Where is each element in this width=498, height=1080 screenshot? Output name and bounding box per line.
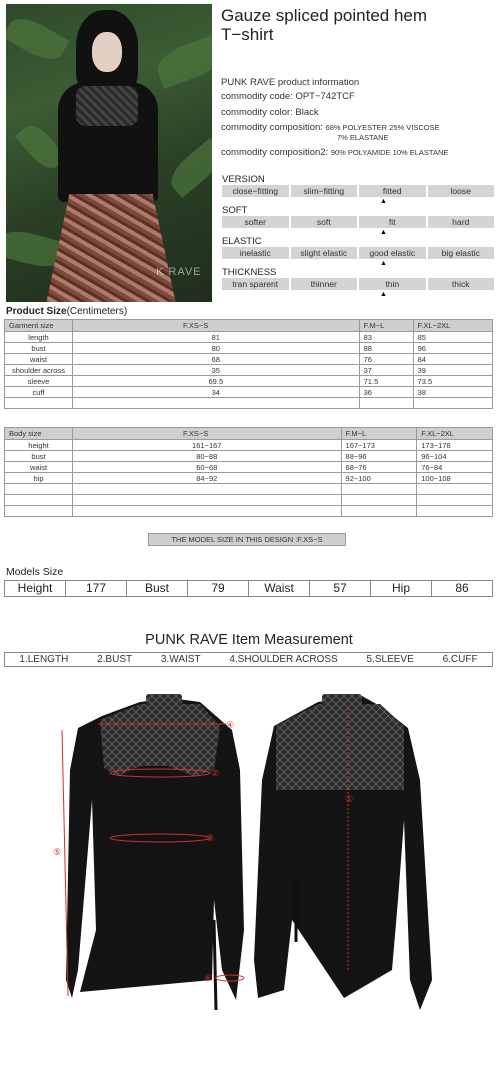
table-row: [5, 343, 493, 354]
measurement-item: 5.SLEEVE: [366, 654, 414, 665]
table-cell: bust: [5, 451, 73, 462]
table-cell: hip: [5, 473, 73, 484]
measurement-item: 4.SHOULDER ACROSS: [229, 654, 338, 665]
measurement-legend: [4, 652, 493, 667]
marker-length: ①: [345, 794, 354, 804]
thickness-scale: [222, 278, 494, 290]
soft-scale: [222, 216, 494, 228]
marker-sleeve: ⑤: [53, 847, 62, 857]
table-header-cell: F.XL−2XL: [413, 320, 492, 332]
table-cell: 68: [73, 354, 360, 365]
table-cell: 60−68: [73, 462, 342, 473]
table-row: [5, 332, 493, 343]
table-cell: 100−108: [417, 473, 493, 484]
info-composition2: [221, 146, 496, 159]
elastic-marker: ▲: [380, 260, 387, 267]
table-cell: 161−167: [73, 440, 342, 451]
table-cell: [359, 398, 413, 409]
soft-option: fit: [359, 216, 426, 228]
version-option: slim−fitting: [291, 185, 358, 197]
watermark: K RAVE: [156, 266, 202, 278]
table-cell: [5, 398, 73, 409]
table-cell: shoulder across: [5, 365, 73, 376]
soft-marker: ▲: [380, 229, 387, 236]
info-brand: PUNK RAVE product information: [221, 77, 360, 88]
models-size-cell: Hip: [371, 581, 432, 596]
composition-label: commodity composition:: [221, 122, 323, 133]
elastic-option: good elastic: [359, 247, 426, 259]
garment-size-table: [4, 319, 493, 409]
title-line-1: Gauze spliced pointed hem: [221, 6, 428, 25]
product-size-heading: Product Size: [6, 306, 67, 317]
table-cell: 80−88: [73, 451, 342, 462]
model-size-note: THE MODEL SIZE IN THIS DESIGN :F.XS−S: [148, 533, 346, 546]
measurement-title: PUNK RAVE Item Measurement: [145, 632, 353, 648]
table-cell: [73, 484, 342, 495]
table-header-cell: F.XS−S: [73, 428, 342, 440]
elastic-option: inelastic: [222, 247, 289, 259]
table-cell: 84−92: [73, 473, 342, 484]
models-size-title: Models Size: [6, 566, 64, 578]
table-row: [5, 376, 493, 387]
thickness-marker: ▲: [380, 291, 387, 298]
table-cell: 80: [73, 343, 360, 354]
garment-diagram: [0, 680, 498, 1080]
mesh-yoke: [76, 86, 138, 126]
marker-cuff: ⑥: [204, 973, 213, 983]
marker-waist: ③: [206, 833, 215, 843]
table-cell: 36: [359, 387, 413, 398]
models-size-cell: 177: [66, 581, 127, 596]
table-cell: [5, 506, 73, 517]
front-garment: [66, 694, 244, 1010]
table-cell: 73.5: [413, 376, 492, 387]
soft-option: hard: [428, 216, 495, 228]
table-row: [5, 484, 493, 495]
front-tie: [214, 920, 216, 1010]
version-option: fitted: [359, 185, 426, 197]
table-cell: 76: [359, 354, 413, 365]
table-row: [5, 398, 493, 409]
elastic-option: big elastic: [428, 247, 495, 259]
table-cell: 81: [73, 332, 360, 343]
info-code: commodity code: OPT−742TCF: [221, 91, 355, 102]
table-cell: length: [5, 332, 73, 343]
table-cell: 37: [359, 365, 413, 376]
leopard-skirt: [46, 194, 176, 302]
thickness-option: thinner: [291, 278, 358, 290]
version-option: loose: [428, 185, 495, 197]
table-cell: sleeve: [5, 376, 73, 387]
table-cell: waist: [5, 462, 73, 473]
table-cell: [73, 398, 360, 409]
table-row: [5, 387, 493, 398]
soft-label: SOFT: [222, 205, 248, 216]
table-header-cell: F.M−L: [359, 320, 413, 332]
table-header-cell: Body size: [5, 428, 73, 440]
elastic-label: ELASTIC: [222, 236, 262, 247]
table-cell: 85: [413, 332, 492, 343]
product-photo: [6, 4, 212, 302]
table-row: [5, 451, 493, 462]
table-row: [5, 495, 493, 506]
table-cell: [417, 495, 493, 506]
table-cell: 83: [359, 332, 413, 343]
foliage: [6, 11, 69, 67]
measurement-item: 2.BUST: [97, 654, 133, 665]
table-cell: 69.5: [73, 376, 360, 387]
table-cell: [73, 495, 342, 506]
models-size-cell: 79: [188, 581, 249, 596]
table-cell: [417, 506, 493, 517]
table-cell: cuff: [5, 387, 73, 398]
table-cell: [417, 484, 493, 495]
table-cell: 92−100: [341, 473, 417, 484]
version-label: VERSION: [222, 174, 265, 185]
composition2-label: commodity composition2:: [221, 147, 329, 158]
soft-option: soft: [291, 216, 358, 228]
thickness-label: THICKNESS: [222, 267, 277, 278]
back-mesh-yoke: [276, 704, 404, 790]
table-header-cell: Garment size: [5, 320, 73, 332]
measurement-item: 3.WAIST: [160, 654, 201, 665]
version-scale: [222, 185, 494, 197]
table-cell: [341, 484, 417, 495]
table-cell: 88−96: [341, 451, 417, 462]
title-line-2: T−shirt: [221, 25, 274, 44]
table-cell: 34: [73, 387, 360, 398]
table-cell: 71.5: [359, 376, 413, 387]
table-cell: [5, 484, 73, 495]
marker-bust: ②: [211, 768, 220, 778]
table-cell: 68−76: [341, 462, 417, 473]
table-cell: 35: [73, 365, 360, 376]
elastic-option: slight elastic: [291, 247, 358, 259]
table-cell: 96−104: [417, 451, 493, 462]
table-row: [5, 506, 493, 517]
table-cell: 88: [359, 343, 413, 354]
models-size-cell: 57: [310, 581, 371, 596]
table-cell: [341, 506, 417, 517]
version-option: close−fitting: [222, 185, 289, 197]
table-cell: waist: [5, 354, 73, 365]
models-size-cell: Waist: [249, 581, 310, 596]
table-cell: 167−173: [341, 440, 417, 451]
table-cell: [413, 398, 492, 409]
table-row: [5, 365, 493, 376]
table-row: [5, 354, 493, 365]
thickness-option: thin: [359, 278, 426, 290]
models-size-cell: 86: [455, 581, 469, 595]
table-cell: 76−84: [417, 462, 493, 473]
table-header-row: [5, 428, 493, 440]
table-cell: 173−178: [417, 440, 493, 451]
foliage: [152, 33, 212, 89]
elastic-scale: [222, 247, 494, 259]
measurement-item: 6.CUFF: [442, 654, 478, 665]
table-cell: 96: [413, 343, 492, 354]
back-garment: [254, 694, 432, 1010]
table-header-cell: F.M−L: [341, 428, 417, 440]
table-header-row: [5, 320, 493, 332]
table-header-cell: F.XS−S: [73, 320, 360, 332]
table-cell: height: [5, 440, 73, 451]
front-mesh-yoke: [100, 704, 220, 776]
composition-value-a: 68% POLYESTER 25% VISCOSE: [325, 123, 440, 132]
table-row: [5, 462, 493, 473]
version-marker: ▲: [380, 198, 387, 205]
soft-option: softer: [222, 216, 289, 228]
table-cell: [5, 495, 73, 506]
product-size-title: [6, 306, 127, 317]
model-face: [92, 32, 122, 72]
models-size-row: [4, 580, 493, 597]
table-cell: bust: [5, 343, 73, 354]
product-title: [221, 6, 491, 44]
models-size-cell: Height: [5, 581, 66, 596]
models-size-cell: Bust: [127, 581, 188, 596]
info-color: commodity color: Black: [221, 107, 319, 118]
thickness-option: tran sparent: [222, 278, 289, 290]
thickness-option: thick: [428, 278, 495, 290]
composition-value-b: 7% ELASTANE: [337, 133, 389, 142]
table-row: [5, 440, 493, 451]
foliage: [164, 138, 212, 198]
measurement-item: 1.LENGTH: [19, 654, 69, 665]
table-header-cell: F.XL−2XL: [417, 428, 493, 440]
back-collar: [322, 694, 362, 708]
table-cell: [341, 495, 417, 506]
table-cell: [73, 506, 342, 517]
table-cell: 38: [413, 387, 492, 398]
product-size-unit: (Centimeters): [66, 306, 128, 317]
table-cell: 84: [413, 354, 492, 365]
body-size-table: [4, 427, 493, 517]
table-cell: 39: [413, 365, 492, 376]
marker-shoulder: ④: [226, 720, 235, 730]
composition2-value: 90% POLYAMIDE 10% ELASTANE: [330, 148, 449, 157]
table-row: [5, 473, 493, 484]
front-collar: [146, 694, 182, 710]
